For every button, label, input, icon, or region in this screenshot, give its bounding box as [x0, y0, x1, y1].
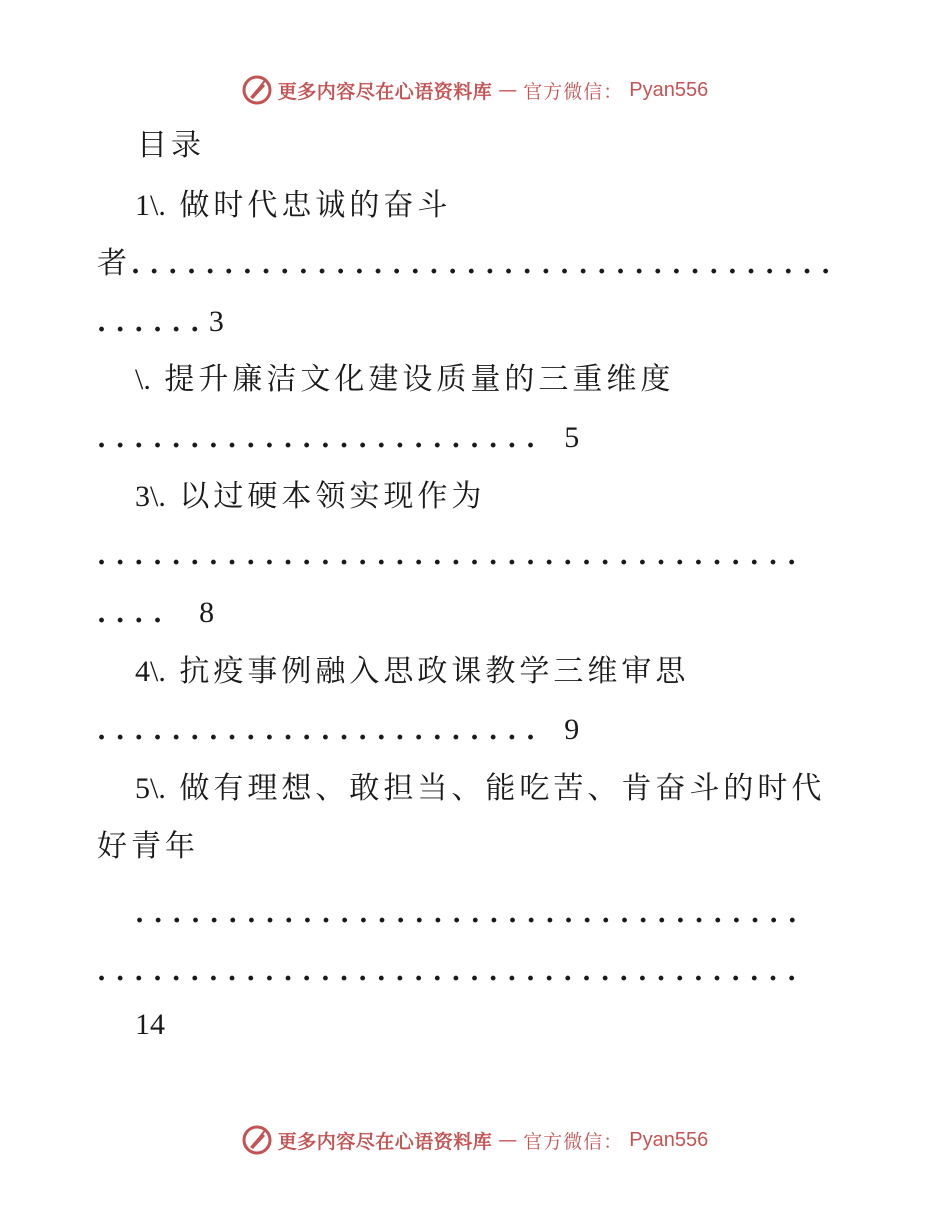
toc-entry-5-number: 5\. [135, 772, 166, 805]
toc-entry-5-leader-2: ...................................... [97, 957, 806, 987]
toc-entry-1-continued[interactable] [97, 244, 840, 285]
toc-entry-5-title-cont: 好青年 [97, 829, 199, 864]
toc-entry-1-title-cont: 者 [97, 246, 131, 281]
toc-entry-3-leader: ...................................... [97, 541, 806, 571]
banner-wechat-label: 官方微信： [523, 1130, 624, 1153]
toc-entry-3-title: 以过硬本领实现作为 [179, 479, 486, 514]
toc-entry-2-number: \. [135, 363, 151, 396]
toc-entry-2-page-line[interactable] [97, 418, 579, 459]
toc-entry-4-title: 抗疫事例融入思政课教学三维审思 [179, 654, 690, 689]
toc-entry-1-page: 3 [208, 305, 224, 338]
toc-entry-4[interactable] [135, 652, 689, 692]
banner-wechat-id: Pyan556 [629, 78, 709, 101]
toc-entry-4-page-line[interactable] [97, 710, 579, 751]
toc-entry-3-leader-line[interactable] [97, 535, 806, 576]
toc-entry-5[interactable] [135, 769, 825, 809]
toc-entry-1-number: 1\. [135, 189, 166, 222]
toc-entry-2[interactable] [135, 360, 674, 400]
toc-entry-3-number: 3\. [135, 480, 166, 513]
toc-entry-2-leader: ........................ [97, 424, 545, 454]
quill-logo-icon [242, 75, 272, 105]
toc-entry-5-leader: .................................... [135, 899, 807, 929]
toc-entry-1[interactable] [135, 186, 451, 226]
toc-entry-5-leader-line[interactable] [135, 893, 806, 934]
toc-entry-1-leader-2: ...... [97, 308, 209, 338]
toc-entry-4-page: 9 [564, 713, 580, 746]
banner-brand-text: 更多内容尽在心语资料库 [277, 80, 493, 103]
banner-wechat-id: Pyan556 [629, 1128, 709, 1151]
toc-entry-2-page: 5 [564, 421, 580, 454]
toc-entry-5-page-line[interactable] [135, 1005, 165, 1045]
toc-entry-2-title: 提升廉洁文化建设质量的三重维度 [164, 362, 675, 397]
quill-logo-icon [242, 1125, 272, 1155]
banner-separator: — [498, 1129, 518, 1151]
toc-entry-5-title: 做有理想、敢担当、能吃苦、肯奋斗的时代 [179, 771, 826, 806]
toc-entry-1-title: 做时代忠诚的奋斗 [179, 188, 452, 223]
toc-entry-1-page-line[interactable] [97, 302, 224, 343]
toc-entry-3[interactable] [135, 477, 485, 517]
toc-title: 目录 [137, 128, 205, 163]
footer-banner [0, 1120, 950, 1160]
toc-entry-4-number: 4\. [135, 655, 166, 688]
banner-separator: — [498, 79, 518, 101]
banner-brand-text: 更多内容尽在心语资料库 [277, 1130, 493, 1153]
toc-entry-3-page: 8 [199, 596, 215, 629]
toc-entry-1-leader: ...................................... [131, 250, 840, 280]
toc-entry-4-leader: ........................ [97, 716, 545, 746]
banner-wechat-label: 官方微信： [523, 80, 624, 103]
toc-entry-3-leader-2: .... [97, 599, 172, 629]
toc-entry-3-page-line[interactable] [97, 593, 214, 634]
toc-entry-5-page: 14 [135, 1008, 165, 1041]
header-banner [0, 70, 950, 110]
toc-entry-5-leader-line-2[interactable] [97, 951, 806, 992]
